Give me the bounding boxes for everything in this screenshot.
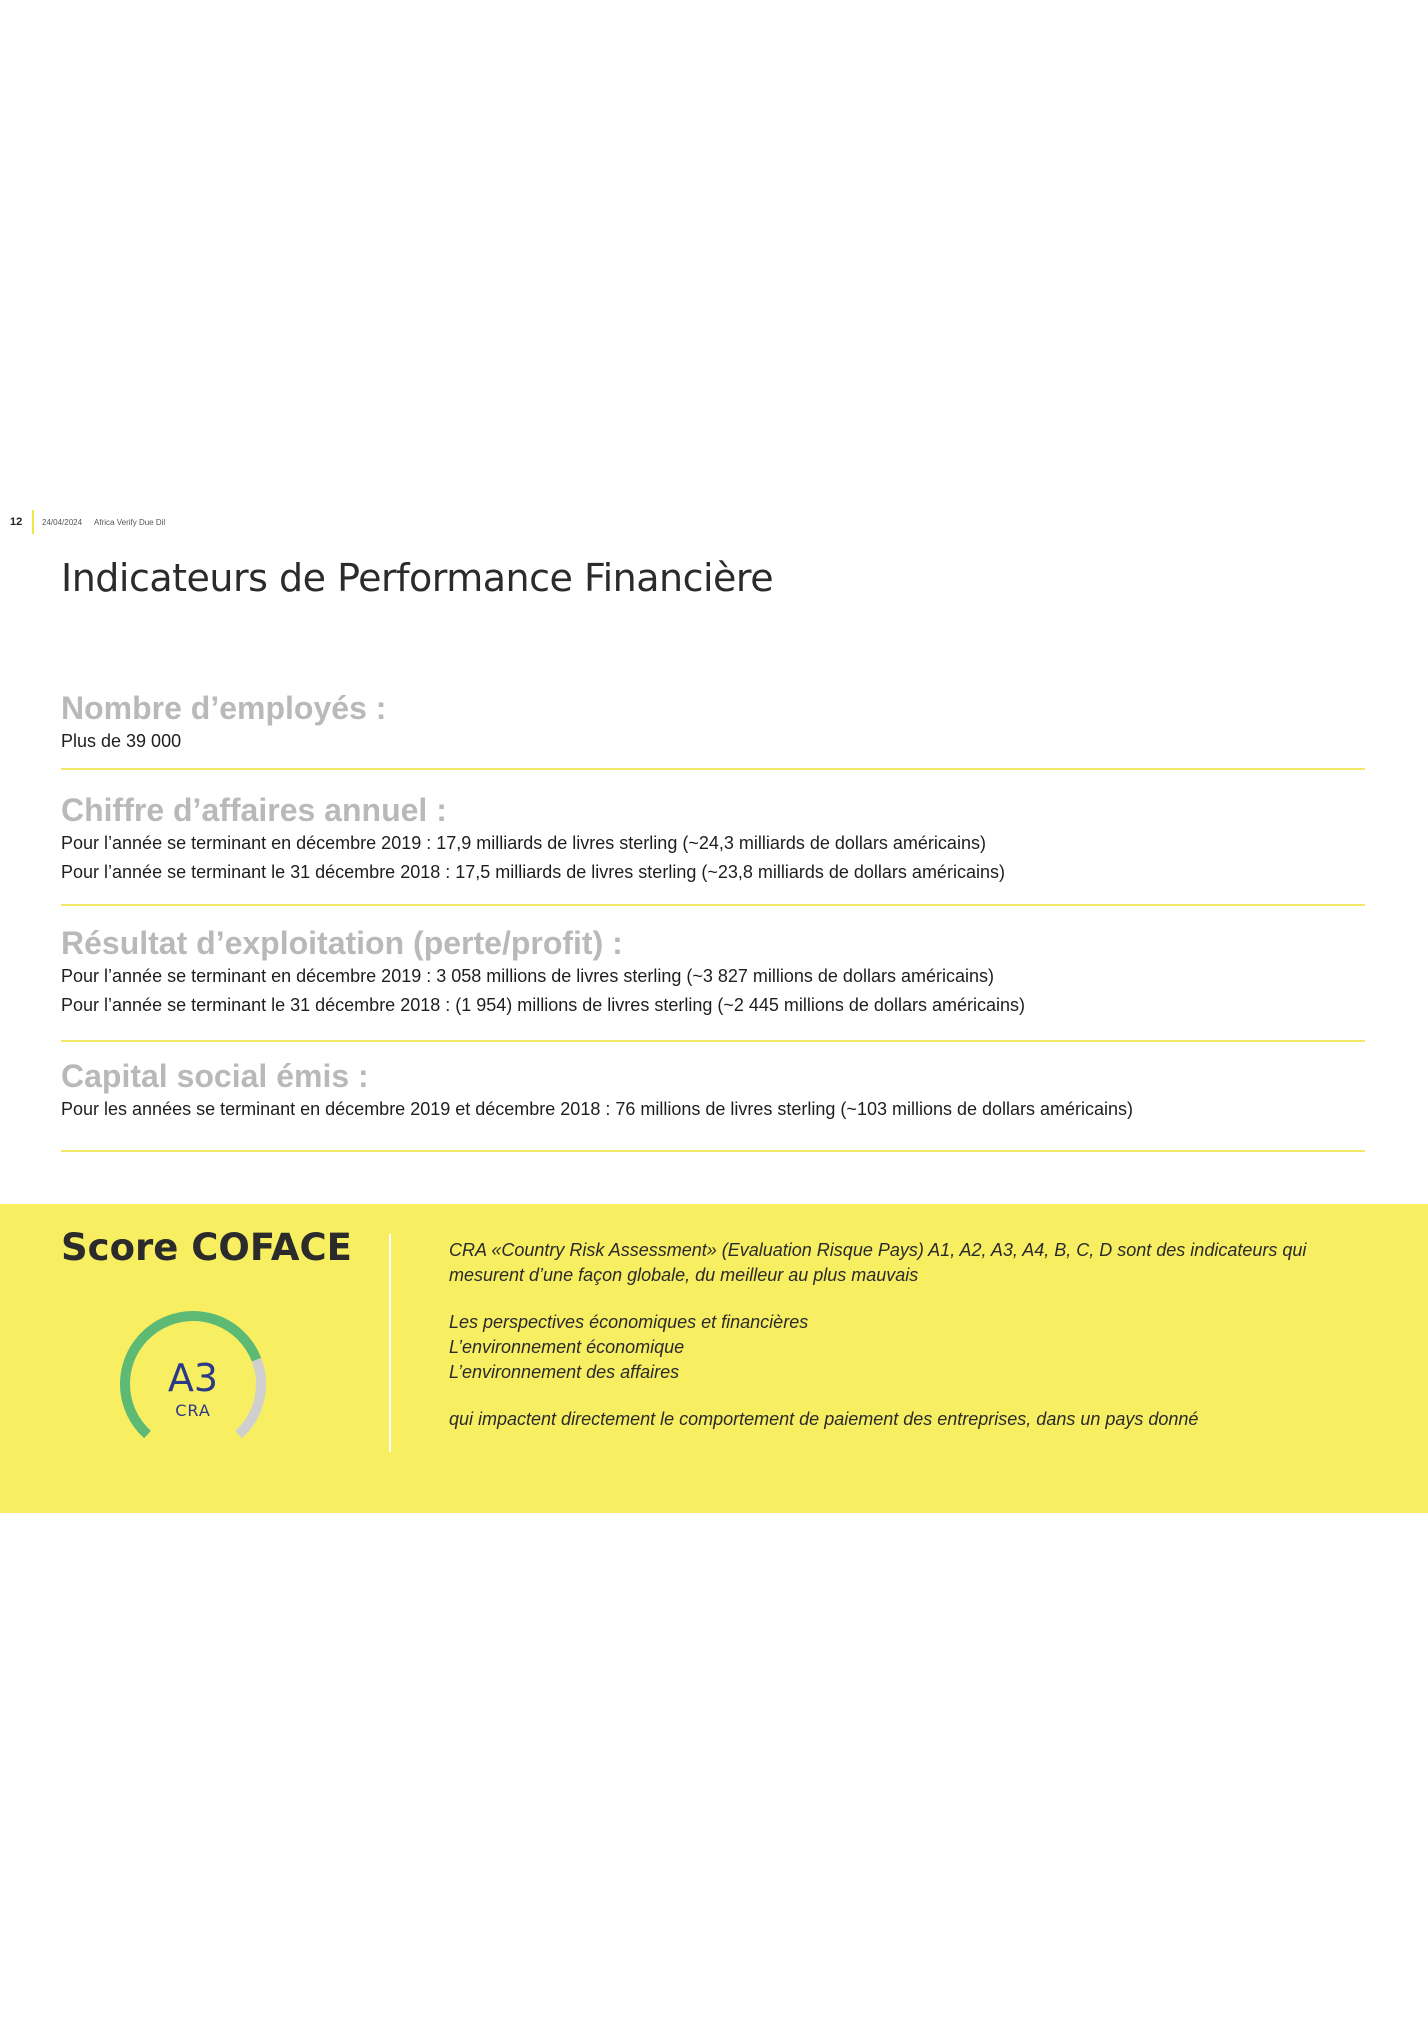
coface-criterion: Les perspectives économiques et financières xyxy=(449,1312,809,1332)
section-heading: Résultat d’exploitation (perte/profit) : xyxy=(61,925,623,961)
gauge-label: CRA xyxy=(175,1401,211,1420)
gauge-grade: A3 xyxy=(167,1356,219,1400)
section-share-capital xyxy=(61,1057,1365,1124)
section-rule xyxy=(61,1150,1365,1152)
section-line: Pour l’année se terminant le 31 décembre 2018 : 17,5 milliards de livres sterling (~23,8 milliards de dollars américains) xyxy=(61,862,1005,882)
section-rule xyxy=(61,1040,1365,1042)
coface-intro: CRA «Country Risk Assessment» (Evaluation Risque Pays) A1, A2, A3, A4, B, C, D sont des indicateurs qui mesurent d’une façon globale, du meilleur au plus mauvais xyxy=(449,1240,1307,1285)
coface-conclusion: qui impactent directement le comportement de paiement des entreprises, dans un pays donné xyxy=(449,1409,1199,1429)
header-doc-title: Africa Verify Due Dil xyxy=(94,517,166,527)
section-rule xyxy=(61,904,1365,906)
header-divider xyxy=(32,510,34,534)
section-line: Plus de 39 000 xyxy=(61,731,182,751)
section-rule xyxy=(61,768,1365,770)
section-line: Pour l’année se terminant en décembre 2019 : 17,9 milliards de livres sterling (~24,3 milliards de dollars américains) xyxy=(61,833,986,853)
section-line: Pour les années se terminant en décembre 2019 et décembre 2018 : 76 millions de livres sterling (~103 millions de dollars américains) xyxy=(61,1099,1134,1119)
page-title: Indicateurs de Performance Financière xyxy=(61,556,774,600)
page-number: 12 xyxy=(10,516,23,528)
coface-criterion: L’environnement économique xyxy=(449,1337,685,1357)
section-line: Pour l’année se terminant en décembre 2019 : 3 058 millions de livres sterling (~3 827 millions de dollars américains) xyxy=(61,966,994,986)
coface-criterion: L’environnement des affaires xyxy=(449,1362,680,1382)
running-header xyxy=(10,510,177,534)
section-heading: Capital social émis : xyxy=(61,1058,369,1094)
section-line: Pour l’année se terminant le 31 décembre 2018 : (1 954) millions de livres sterling (~2 445 millions de dollars américains) xyxy=(61,995,1025,1015)
section-heading: Nombre d’employés : xyxy=(61,690,387,726)
section-operating-result xyxy=(61,924,1365,1020)
coface-divider xyxy=(389,1234,391,1452)
section-revenue xyxy=(61,791,1365,887)
coface-description xyxy=(449,1238,1379,1432)
coface-title: Score COFACE xyxy=(61,1226,352,1269)
section-employees xyxy=(61,689,1365,756)
header-date: 24/04/2024 xyxy=(42,517,83,527)
section-heading: Chiffre d’affaires annuel : xyxy=(61,792,447,828)
